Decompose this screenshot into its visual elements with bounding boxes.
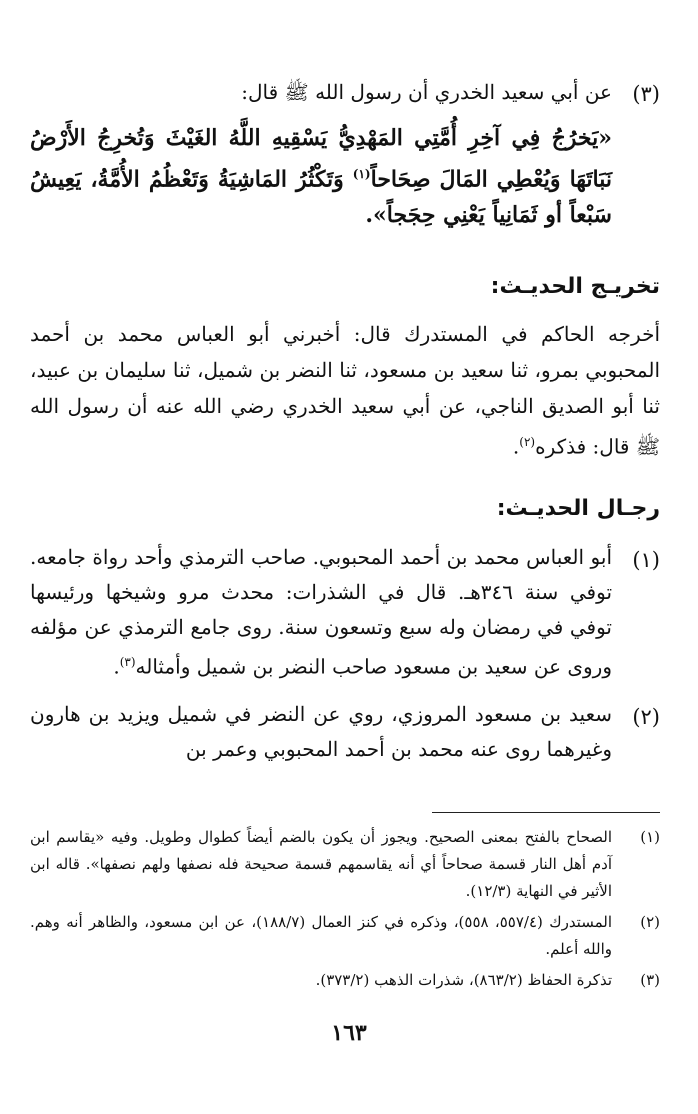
hadith-number: (٣) (632, 82, 660, 106)
narrator-bio-text: سعيد بن مسعود المروزي، روي عن النضر في شميل ويزيد بن هارون وغيرهما روى عنه محمد بن أحمد المحبوبي وعمر بن (30, 701, 612, 761)
takhrij-end: . (512, 434, 520, 459)
takhrij-section (30, 270, 660, 465)
narrator-number: (٢) (632, 704, 660, 729)
footnote-separator (432, 812, 660, 813)
hadith-text-part1: «يَخرُجُ فِي آخِرِ أُمَّتِي المَهْدِيُّ يَسْقِيهِ اللَّهُ الغَيْثَ وَتُخرِجُ الأَرْضُ نَبَاتَهَا وَيُعْطِي المَالَ صِحَاحاً (30, 125, 612, 193)
narrator-entry (30, 697, 660, 767)
narrator-bio (30, 697, 612, 767)
footnote-text: المستدرك (٥٥٧/٤، ٥٥٨)، وذكره في كنز العمال (١٨٨/٧)، عن ابن مسعود، والظاهر أنه وهم. والله أعلم. (30, 913, 613, 958)
footnotes (30, 824, 660, 994)
takhrij-paragraph (30, 316, 660, 465)
narrator-number: (١) (632, 548, 660, 572)
page-number: ١٦٣ (331, 1020, 367, 1046)
footnote (30, 967, 660, 994)
narrator-bio-text: أبو العباس محمد بن أحمد المحبوبي. صاحب الترمذي وأحد رواة جامعه. توفي سنة ٣٤٦هـ. قال في الشذرات: محدث مرو وشيخها ورئيسها توفي في رمضان وله سبع وتسعون سنة. روى جامع الترمذي عن مؤلفه وروى عن سعيد بن مسعود صاحب النضر بن شميل وأمثاله (30, 545, 613, 679)
footnote (30, 824, 660, 905)
footnote-number: (٢) (640, 913, 660, 931)
rijal-section (30, 492, 660, 767)
takhrij-text: أخرجه الحاكم في المستدرك قال: أخبرني أبو العباس محمد بن أحمد المحبوبي بمرو، ثنا سعيد بن مسعود، ثنا النضر بن شميل، ثنا سليمان بن عبيد، ثنا أبو الصديق الناجي، عن أبي سعيد الخدري رضي الله عنه أن رسول الله ﷺ قال: فذكره (30, 322, 660, 459)
footnote-ref-2: (٢) (519, 435, 536, 449)
hadith-text-part2: وَتَكْثُرُ المَاشِيَةُ وَتَعْظُمُ الأُمَّةُ، يَعِيشُ سَبْعاً أو ثَمَانِياً يَعْنِي حِجَجاً». (30, 166, 612, 229)
footnote-ref-3: (٣) (119, 655, 136, 669)
hadith-text (30, 120, 612, 233)
hadith-intro-line (30, 74, 660, 114)
hadith-intro: عن أبي سعيد الخدري أن رسول الله ﷺ قال: (241, 80, 612, 104)
footnote-number: (١) (640, 828, 660, 846)
narrator-bio (30, 540, 612, 685)
footnote-text: الصحاح بالفتح بمعنى الصحيح. ويجوز أن يكون بالضم أيضاً كطوال وطويل. وفيه «يقاسم ابن آدم أهل النار قسمة صحاحاً أي أنه يقاسمهم قسمة صحيحة فله نصفها ولهم نصفها». قاله ابن الأثير في النهاية (١٢/٣). (30, 828, 612, 900)
rijal-heading: رجـال الحديـث: (496, 496, 660, 521)
takhrij-heading: تخريـج الحديـث: (490, 274, 660, 299)
footnote (30, 909, 660, 963)
narrator-bio-end: . (113, 654, 120, 679)
hadith-entry (30, 74, 660, 233)
narrator-entry (30, 540, 660, 685)
footnote-ref-1: (١) (352, 167, 371, 181)
footnote-text: تذكرة الحفاظ (٨٦٣/٢)، شذرات الذهب (٣٧٣/٢). (315, 971, 612, 989)
footnote-number: (٣) (640, 971, 660, 989)
